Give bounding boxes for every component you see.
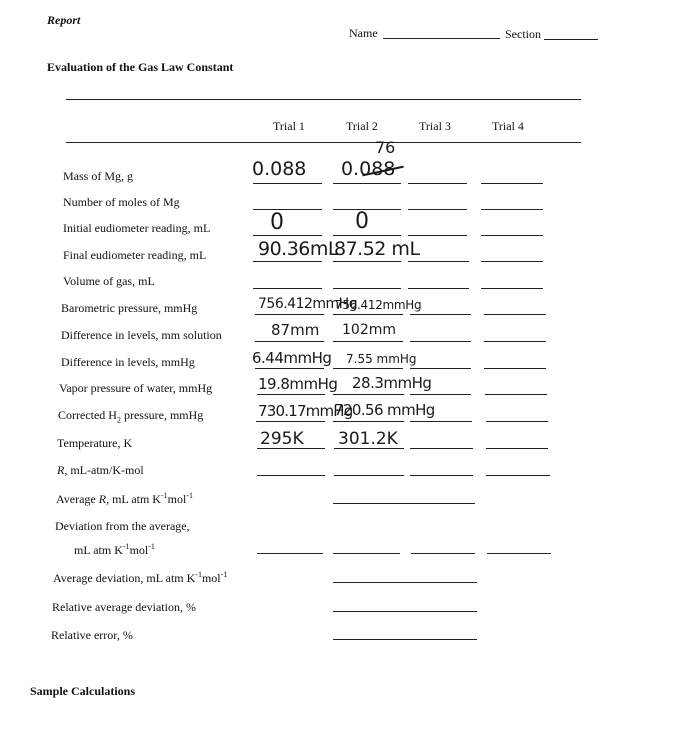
- row-label-diff-mmhg: Difference in levels, mmHg: [61, 355, 195, 369]
- initial-answer-line-4[interactable]: [481, 235, 543, 236]
- relative-average-deviation-answer-line-1[interactable]: [333, 611, 477, 612]
- diff-mmhg-answer-line-3[interactable]: [410, 368, 471, 369]
- name-field[interactable]: [383, 38, 500, 39]
- temperature-trial-2: 301.2K: [338, 429, 398, 449]
- report-label: Report: [47, 13, 81, 27]
- row-label-deviation-line2: mL atm $K^{-1}mol^{-1}$: [74, 542, 155, 557]
- row-label-final: Final eudiometer reading, mL: [63, 248, 207, 262]
- volume-answer-line-3[interactable]: [408, 288, 469, 289]
- row-label-relative-error: Relative error, %: [51, 628, 133, 642]
- diff-solution-answer-line-1[interactable]: [255, 341, 324, 342]
- row-label-r: R, mL-atm/K-mol: [57, 463, 144, 477]
- moles-answer-line-1[interactable]: [253, 209, 322, 210]
- initial-trial-1: 0: [270, 210, 284, 235]
- corrected-answer-line-4[interactable]: [486, 421, 548, 422]
- barometric-answer-line-2[interactable]: [333, 314, 403, 315]
- initial-answer-line-2[interactable]: [333, 235, 401, 236]
- mass-trial-1: 0.088: [252, 158, 307, 180]
- temperature-answer-line-4[interactable]: [486, 448, 548, 449]
- row-label-corrected: Corrected $H_2$ pressure, mmHg: [58, 408, 204, 425]
- diff-solution-answer-line-2[interactable]: [333, 341, 403, 342]
- row-label-deviation-line1: Deviation from the average,: [55, 519, 190, 533]
- vapor-answer-line-2[interactable]: [333, 394, 404, 395]
- temperature-trial-1: 295K: [260, 429, 304, 449]
- section-label: Section: [505, 27, 541, 41]
- diff-solution-answer-line-4[interactable]: [484, 341, 546, 342]
- r-answer-line-4[interactable]: [486, 475, 550, 476]
- volume-answer-line-1[interactable]: [253, 288, 322, 289]
- name-label: Name: [349, 26, 378, 40]
- final-answer-line-2[interactable]: [333, 261, 401, 262]
- final-trial-2: 87.52 mL: [334, 238, 420, 260]
- row-label-relative-average-deviation: Relative average deviation, %: [52, 600, 196, 614]
- mass-trial-2-correction: 76: [375, 138, 396, 157]
- row-label-vapor: Vapor pressure of water, mmHg: [59, 381, 213, 395]
- initial-trial-2: 0: [355, 209, 369, 234]
- table-header-rule: [66, 142, 581, 143]
- row-label-barometric: Barometric pressure, mmHg: [61, 301, 198, 315]
- row-label-temperature: Temperature, K: [57, 436, 133, 450]
- diff-mmhg-trial-1: 6.44mmHg: [252, 349, 332, 367]
- vapor-trial-1: 19.8mmHg: [258, 375, 338, 393]
- temperature-answer-line-3[interactable]: [410, 448, 473, 449]
- volume-answer-line-4[interactable]: [481, 288, 543, 289]
- column-header-trial-2: Trial 2: [346, 119, 378, 133]
- sample-calculations-heading: Sample Calculations: [30, 684, 136, 698]
- page-title: Evaluation of the Gas Law Constant: [47, 60, 234, 74]
- diff-mmhg-answer-line-2[interactable]: [333, 368, 403, 369]
- row-label-volume: Volume of gas, mL: [63, 274, 155, 288]
- column-header-trial-1: Trial 1: [273, 119, 305, 133]
- r-answer-line-3[interactable]: [410, 475, 473, 476]
- row-label-average-deviation: Average deviation, mL atm $K^{-1}mol^{-1}$: [53, 570, 228, 585]
- row-label-moles: Number of moles of Mg: [63, 195, 180, 209]
- row-label-initial: Initial eudiometer reading, mL: [63, 221, 211, 235]
- barometric-answer-line-4[interactable]: [484, 314, 546, 315]
- mass-answer-line-3[interactable]: [408, 183, 467, 184]
- mass-answer-line-1[interactable]: [253, 183, 322, 184]
- final-answer-line-4[interactable]: [481, 261, 543, 262]
- row-label-diff-solution: Difference in levels, mm solution: [61, 328, 222, 342]
- barometric-answer-line-3[interactable]: [410, 314, 471, 315]
- corrected-answer-line-1[interactable]: [256, 421, 325, 422]
- initial-answer-line-3[interactable]: [408, 235, 467, 236]
- column-header-trial-4: Trial 4: [492, 119, 524, 133]
- initial-answer-line-1[interactable]: [253, 235, 322, 236]
- diff-solution-trial-2: 102mm: [342, 322, 396, 338]
- corrected-answer-line-3[interactable]: [410, 421, 472, 422]
- diff-mmhg-answer-line-4[interactable]: [484, 368, 546, 369]
- diff-mmhg-trial-2: 7.55 mmHg: [346, 352, 417, 366]
- barometric-trial-1: 756.412mmHg: [258, 296, 358, 312]
- vapor-answer-line-3[interactable]: [410, 394, 471, 395]
- average-r-answer-line-1[interactable]: [333, 503, 475, 504]
- final-answer-line-3[interactable]: [408, 261, 469, 262]
- corrected-answer-line-2[interactable]: [333, 421, 404, 422]
- corrected-trial-2: 720.56 mmHg: [334, 401, 435, 419]
- row-label-mass: Mass of Mg, g: [63, 169, 134, 183]
- moles-answer-line-3[interactable]: [408, 209, 467, 210]
- barometric-trial-2: 756.412mmHg: [335, 298, 422, 312]
- vapor-trial-2: 28.3mmHg: [352, 374, 432, 392]
- row-label-average-r: Average R, mL atm $K^{-1}mol^{-1}$: [56, 491, 193, 506]
- diff-solution-answer-line-3[interactable]: [410, 341, 471, 342]
- moles-answer-line-4[interactable]: [481, 209, 543, 210]
- table-top-rule: [66, 99, 581, 100]
- volume-answer-line-2[interactable]: [333, 288, 401, 289]
- mass-answer-line-4[interactable]: [481, 183, 543, 184]
- corrected-trial-1: 730.17mmHg: [258, 402, 353, 420]
- average-deviation-answer-line-1[interactable]: [333, 582, 477, 583]
- diff-solution-trial-1: 87mm: [271, 321, 320, 339]
- relative-error-answer-line-1[interactable]: [333, 639, 477, 640]
- deviation-answer-line-2[interactable]: [333, 553, 400, 554]
- mass-answer-line-2[interactable]: [333, 183, 401, 184]
- r-answer-line-1[interactable]: [257, 475, 325, 476]
- deviation-answer-line-3[interactable]: [411, 553, 475, 554]
- r-answer-line-2[interactable]: [334, 475, 404, 476]
- deviation-answer-line-1[interactable]: [257, 553, 323, 554]
- column-header-trial-3: Trial 3: [419, 119, 451, 133]
- final-trial-1: 90.36mL: [258, 238, 338, 260]
- vapor-answer-line-1[interactable]: [257, 394, 325, 395]
- section-field[interactable]: [544, 39, 598, 40]
- mass-trial-2: 0.088: [341, 158, 396, 180]
- vapor-answer-line-4[interactable]: [485, 394, 547, 395]
- diff-mmhg-answer-line-1[interactable]: [255, 368, 324, 369]
- final-answer-line-1[interactable]: [253, 261, 322, 262]
- deviation-answer-line-4[interactable]: [487, 553, 551, 554]
- barometric-answer-line-1[interactable]: [255, 314, 324, 315]
